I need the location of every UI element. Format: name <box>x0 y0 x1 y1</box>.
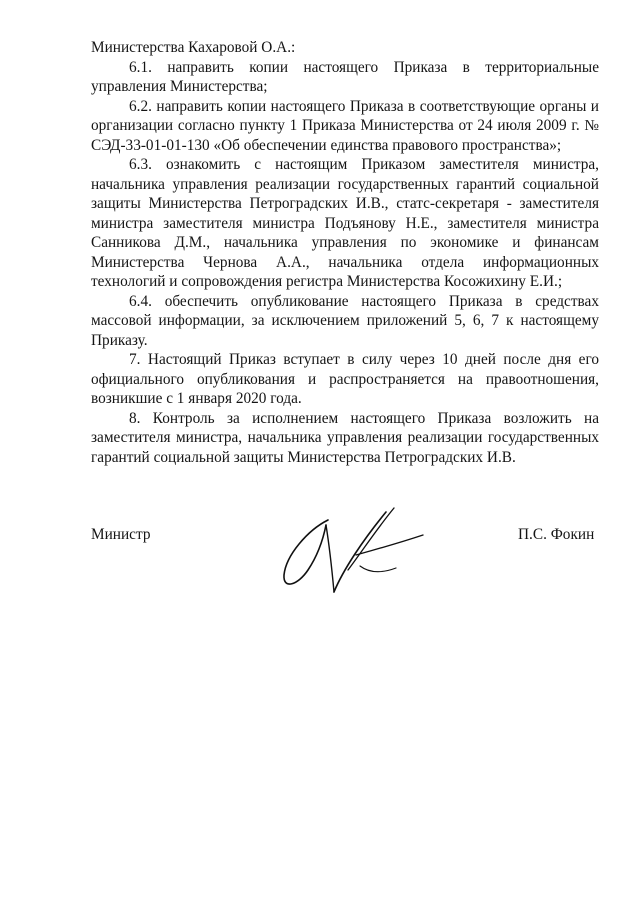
document-body <box>91 38 599 467</box>
paragraph-8: 8. Контроль за исполнением настоящего Приказа возложить на заместителя министра, начальника управления реализации государственных гарантий социальной защиты Министерства Петроградских И.В. <box>91 409 599 466</box>
paragraph-ministry-continuation: Министерства Кахаровой О.А.: <box>91 39 296 56</box>
handwritten-signature <box>268 500 428 600</box>
signatory-position: Министр <box>91 526 151 543</box>
signatory-name: П.С. Фокин <box>518 526 595 543</box>
paragraph-6-2: 6.2. направить копии настоящего Приказа в соответствующие органы и организации согласно пункту 1 Приказа Министерства от 24 июля 2009 г. № СЭД-33-01-01-130 «Об обеспечении единства правового пространства»; <box>91 97 599 154</box>
paragraph-6-4: 6.4. обеспечить опубликование настоящего Приказа в средствах массовой информации, за исключением приложений 5, 6, 7 к настоящему Приказу. <box>91 292 599 349</box>
paragraph-6-1: 6.1. направить копии настоящего Приказа в территориальные управления Министерства; <box>91 58 599 95</box>
paragraph-7: 7. Настоящий Приказ вступает в силу через 10 дней после дня его официального опубликования и распространяется на правоотношения, возникшие с 1 января 2020 года. <box>91 351 599 407</box>
paragraph-6-3: 6.3. ознакомить с настоящим Приказом заместителя министра, начальника управления реализации государственных гарантий социальной защиты Министерства Петроградских И.В., статс-секретаря - заместителя министра заместителя министра Подъянову Н.Е., заместителя министра Санникова Д.М., начальника управления по экономике и финансам Министерства Чернова А.А., начальника отдела информационных технологий и сопровождения регистра Министерства Косожихину Е.И.; <box>91 156 599 290</box>
